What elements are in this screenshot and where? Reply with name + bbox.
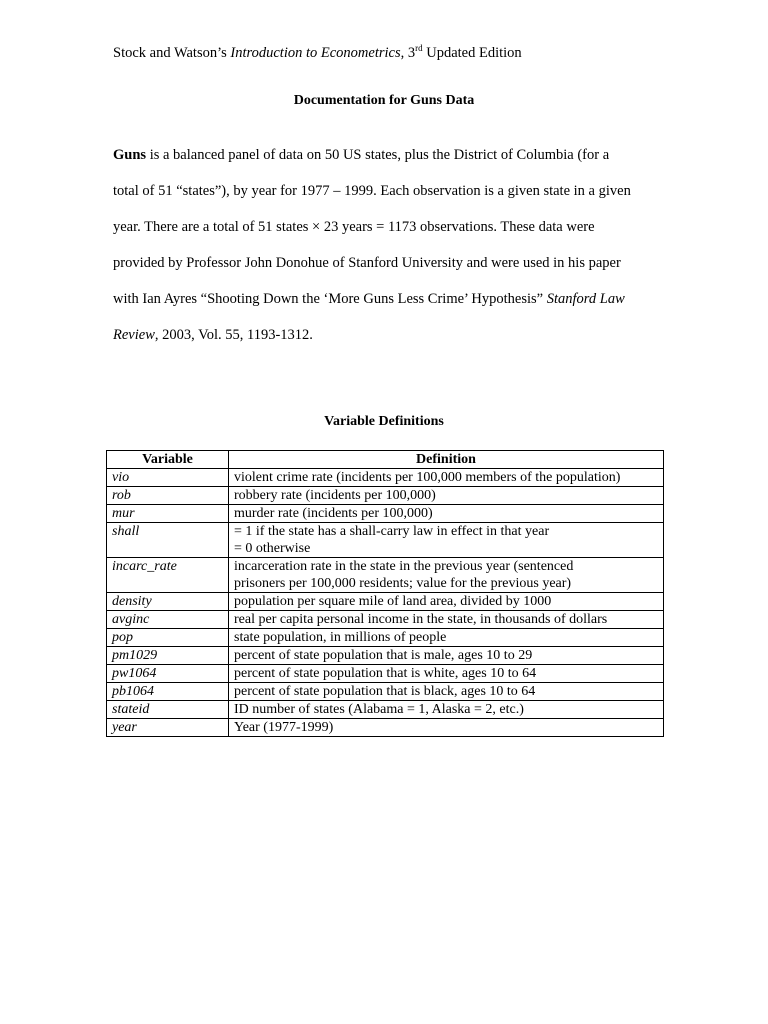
variable-definition xyxy=(229,558,664,593)
variable-name: incarc_rate xyxy=(107,558,229,593)
variable-definition xyxy=(229,701,664,719)
table-row xyxy=(107,683,664,701)
table-row xyxy=(107,593,664,611)
variable-definition xyxy=(229,487,664,505)
definition-line: = 0 otherwise xyxy=(234,541,311,556)
journal-name-cont: Review xyxy=(113,327,155,343)
variable-name: pb1064 xyxy=(107,683,229,701)
variable-definition xyxy=(229,683,664,701)
paragraph-line-5: with Ian Ayres “Shooting Down the ‘More Guns Less Crime’ Hypothesis” Stanford Law xyxy=(113,291,625,307)
definition-line: percent of state population that is male, ages 10 to 29 xyxy=(234,648,533,663)
variable-definitions-table xyxy=(106,450,664,737)
variable-name: avginc xyxy=(107,611,229,629)
definition-line: robbery rate (incidents per 100,000) xyxy=(234,488,436,503)
table-row xyxy=(107,701,664,719)
definition-line: ID number of states (Alabama = 1, Alaska = 2, etc.) xyxy=(234,702,524,717)
header-edition-number: , 3 xyxy=(400,45,416,61)
variable-definition xyxy=(229,665,664,683)
definition-line: real per capita personal income in the state, in thousands of dollars xyxy=(234,612,608,627)
definition-line: murder rate (incidents per 100,000) xyxy=(234,506,433,521)
variable-definition xyxy=(229,593,664,611)
variable-name: rob xyxy=(107,487,229,505)
table-row xyxy=(107,558,664,593)
definition-line: percent of state population that is white, ages 10 to 64 xyxy=(234,666,537,681)
definition-line: Year (1977-1999) xyxy=(234,720,334,735)
variable-name: pw1064 xyxy=(107,665,229,683)
journal-name: Stanford Law xyxy=(546,291,625,307)
table-row xyxy=(107,647,664,665)
running-header xyxy=(113,45,522,62)
variable-name: shall xyxy=(107,523,229,558)
definition-line: incarceration rate in the state in the previous year (sentenced xyxy=(234,559,574,574)
paragraph-line-1: Guns is a balanced panel of data on 50 US states, plus the District of Columbia (for a xyxy=(113,147,610,163)
definition-line: state population, in millions of people xyxy=(234,630,447,645)
paragraph-line-6: Review, 2003, Vol. 55, 1193-1312. xyxy=(113,327,313,343)
definition-line: percent of state population that is black, ages 10 to 64 xyxy=(234,684,536,699)
variable-definition xyxy=(229,523,664,558)
variable-definition xyxy=(229,505,664,523)
variable-definition xyxy=(229,469,664,487)
description-paragraph xyxy=(113,145,658,361)
paragraph-line-3: year. There are a total of 51 states × 23 years = 1173 observations. These data were xyxy=(113,219,595,235)
table-row xyxy=(107,469,664,487)
variable-definition xyxy=(229,719,664,737)
dataset-name: Guns xyxy=(113,147,147,163)
definition-line: = 1 if the state has a shall-carry law in effect in that year xyxy=(234,524,550,539)
header-book-title: Introduction to Econometrics xyxy=(230,45,401,61)
table-row xyxy=(107,665,664,683)
variable-definition xyxy=(229,647,664,665)
variable-name: year xyxy=(107,719,229,737)
definition-line: violent crime rate (incidents per 100,000 members of the population) xyxy=(234,470,621,485)
variable-definition xyxy=(229,611,664,629)
table-row xyxy=(107,487,664,505)
definition-line: population per square mile of land area, divided by 1000 xyxy=(234,594,552,609)
section-title: Variable Definitions xyxy=(324,414,444,429)
column-header-definition: Definition xyxy=(229,451,664,469)
variable-name: mur xyxy=(107,505,229,523)
variable-name: pop xyxy=(107,629,229,647)
variable-name: stateid xyxy=(107,701,229,719)
header-edition-suffix: Updated Edition xyxy=(422,45,522,61)
table-row xyxy=(107,719,664,737)
variable-name: pm1029 xyxy=(107,647,229,665)
header-prefix: Stock and Watson’s xyxy=(113,45,231,61)
paragraph-line-4: provided by Professor John Donohue of Stanford University and were used in his paper xyxy=(113,255,621,271)
table-row xyxy=(107,523,664,558)
variable-name: vio xyxy=(107,469,229,487)
definition-line: prisoners per 100,000 residents; value for the previous year) xyxy=(234,576,572,591)
document-title: Documentation for Guns Data xyxy=(293,93,475,108)
variable-definition xyxy=(229,629,664,647)
table-row xyxy=(107,611,664,629)
header-edition-sup: rd xyxy=(415,43,423,54)
table-header-row xyxy=(107,451,664,469)
variable-name: density xyxy=(107,593,229,611)
table-row xyxy=(107,505,664,523)
column-header-variable: Variable xyxy=(107,451,229,469)
paragraph-line-2: total of 51 “states”), by year for 1977 – 1999. Each observation is a given state in a given xyxy=(113,183,631,199)
table-row xyxy=(107,629,664,647)
